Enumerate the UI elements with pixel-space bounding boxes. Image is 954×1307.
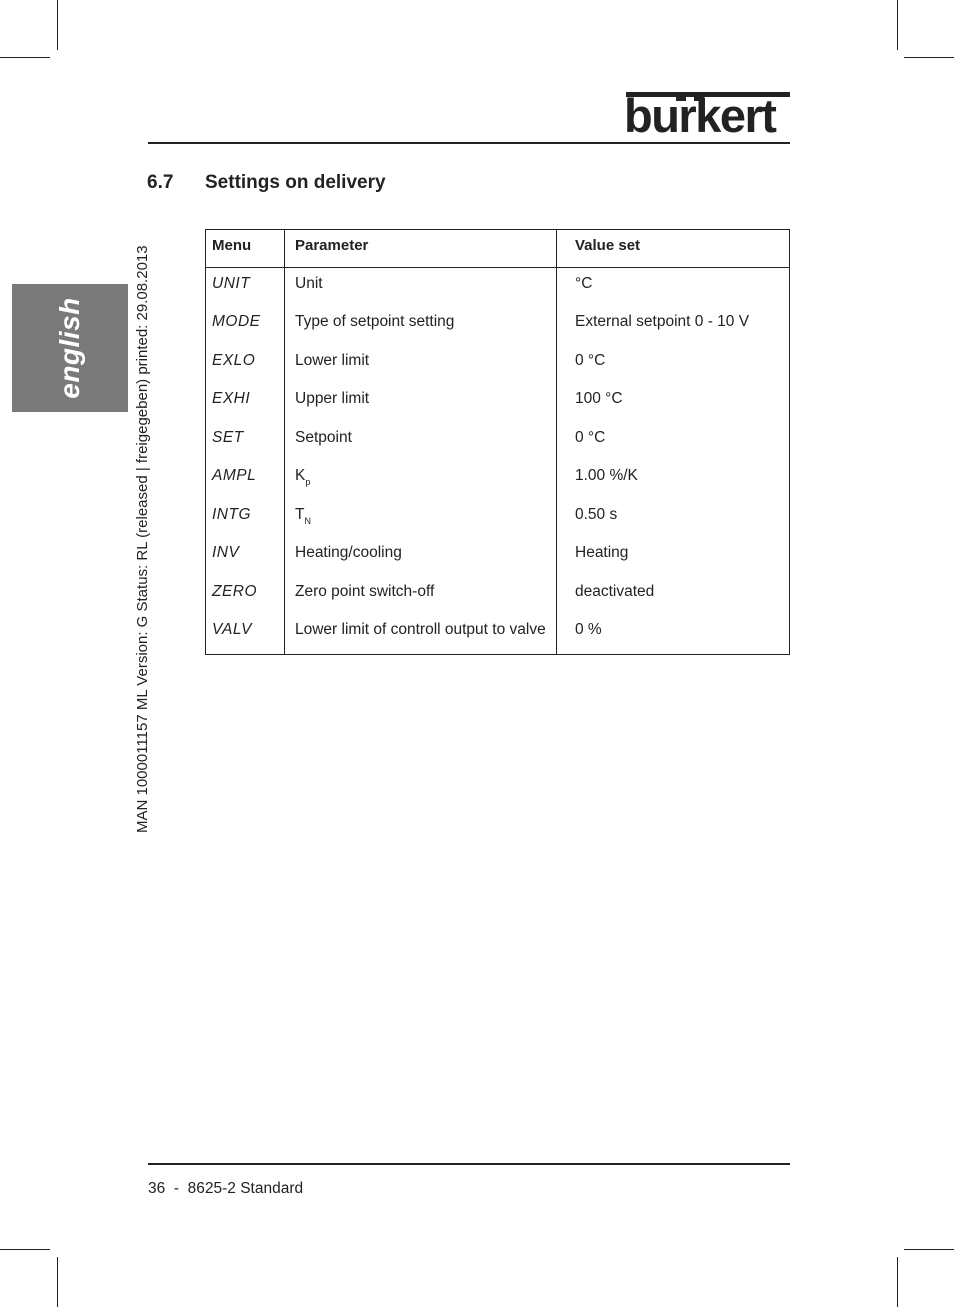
row-parameter: Unit <box>295 275 323 292</box>
row-parameter: Lower limit <box>295 352 370 369</box>
crop-mark <box>0 57 50 58</box>
row-parameter: Upper limit <box>295 390 370 407</box>
row-parameter <box>295 506 311 524</box>
row-parameter: Setpoint <box>295 429 352 446</box>
burkert-logo <box>624 89 790 142</box>
document-meta: MAN 1000011157 ML Version: G Status: RL (released | freigegeben) printed: 29.08.2013 <box>134 245 151 833</box>
row-value: deactivated <box>575 583 655 600</box>
row-parameter: Zero point switch-off <box>295 583 435 600</box>
header-parameter: Parameter <box>295 237 369 254</box>
parameter-symbol: K <box>295 467 306 484</box>
row-menu: UNIT <box>212 275 251 292</box>
row-parameter: Heating/cooling <box>295 544 402 561</box>
crop-mark <box>904 57 954 58</box>
page-footer: 36 - 8625-2 Standard <box>148 1180 304 1197</box>
header-divider <box>206 267 789 268</box>
section-title: Settings on delivery <box>205 172 386 193</box>
row-value: 100 °C <box>575 390 623 407</box>
row-value: °C <box>575 275 593 292</box>
row-value: 0 °C <box>575 352 606 369</box>
crop-mark <box>0 1249 50 1250</box>
parameter-subscript: p <box>305 477 311 487</box>
language-tab <box>12 284 128 412</box>
row-menu: INTG <box>212 506 252 523</box>
row-value: 0 % <box>575 621 602 638</box>
crop-mark <box>57 1257 58 1307</box>
row-parameter <box>295 467 310 485</box>
row-menu: AMPL <box>212 467 257 484</box>
row-value: 0.50 s <box>575 506 618 523</box>
crop-mark <box>904 1249 954 1250</box>
header-rule <box>148 142 790 144</box>
row-menu: SET <box>212 429 244 446</box>
section-number: 6.7 <box>147 172 174 193</box>
row-parameter: Lower limit of controll output to valve <box>295 621 546 638</box>
crop-mark <box>897 0 898 50</box>
header-menu: Menu <box>212 237 252 254</box>
language-label: english <box>54 297 85 399</box>
row-menu: MODE <box>212 313 261 330</box>
row-menu: EXLO <box>212 352 256 369</box>
parameter-symbol: T <box>295 506 305 523</box>
footer-rule <box>148 1163 790 1165</box>
header-value-set: Value set <box>575 237 641 254</box>
row-value: 0 °C <box>575 429 606 446</box>
row-value: External setpoint 0 - 10 V <box>575 313 750 330</box>
logo-wordmark: burkert <box>624 89 776 142</box>
row-menu: ZERO <box>212 583 258 600</box>
row-menu: INV <box>212 544 240 561</box>
crop-mark <box>897 1257 898 1307</box>
crop-mark <box>57 0 58 50</box>
row-menu: EXHI <box>212 390 251 407</box>
settings-table <box>205 229 790 655</box>
row-parameter: Type of setpoint setting <box>295 313 455 330</box>
column-divider <box>284 230 285 654</box>
column-divider <box>556 230 557 654</box>
row-value: Heating <box>575 544 629 561</box>
parameter-subscript: N <box>304 516 311 526</box>
row-menu: VALV <box>212 621 252 638</box>
row-value: 1.00 %/K <box>575 467 638 484</box>
